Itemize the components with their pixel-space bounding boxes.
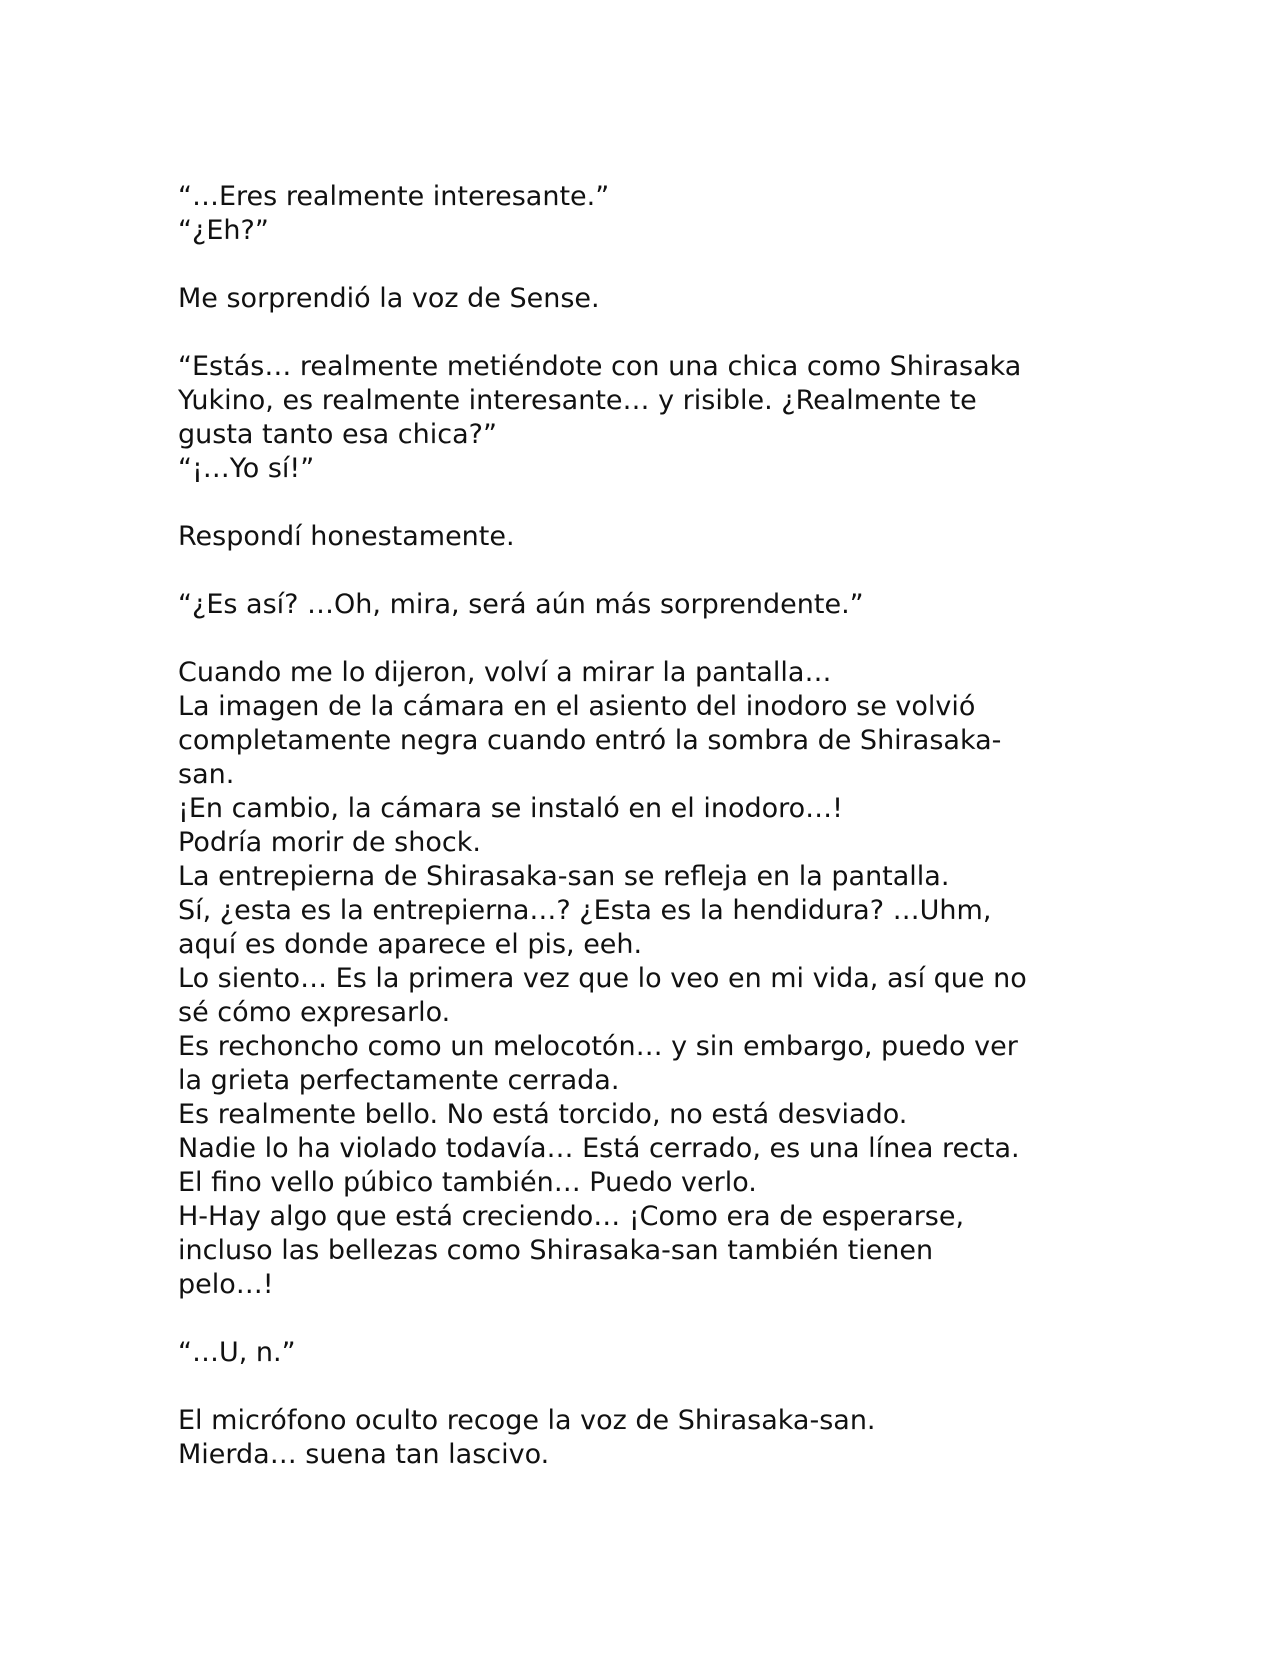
paragraph-spacer [178,486,1128,520]
text-line: Cuando me lo dijeron, volví a mirar la pantalla… [178,657,832,688]
text-line: Lo siento… Es la primera vez que lo veo en mi vida, así que no [178,963,1027,994]
text-line: Mierda… suena tan lascivo. [178,1439,550,1470]
text-line: Podría morir de shock. [178,827,481,858]
paragraph-spacer [178,248,1128,282]
text-line: Es rechoncho como un melocotón… y sin embargo, puedo ver [178,1031,1018,1062]
text-line: sé cómo expresarlo. [178,997,451,1028]
text-line: H-Hay algo que está creciendo… ¡Como era de esperarse, [178,1201,965,1232]
text-line: san. [178,759,235,790]
text-line: ¡En cambio, la cámara se instaló en el inodoro…! [178,793,844,824]
text-line: Sí, ¿esta es la entrepierna…? ¿Esta es la hendidura? …Uhm, [178,895,992,926]
text-line: Es realmente bello. No está torcido, no está desviado. [178,1099,908,1130]
paragraph-spacer [178,554,1128,588]
text-line: la grieta perfectamente cerrada. [178,1065,620,1096]
text-line: Respondí honestamente. [178,521,515,552]
text-line: gusta tanto esa chica?” [178,419,497,450]
text-line: Me sorprendió la voz de Sense. [178,283,600,314]
paragraph-spacer [178,1302,1128,1336]
text-line: completamente negra cuando entró la sombra de Shirasaka- [178,725,1002,756]
text-line: “…Eres realmente interesante.” [178,181,610,212]
text-line: incluso las bellezas como Shirasaka-san también tienen [178,1235,934,1266]
text-line: aquí es donde aparece el pis, eeh. [178,929,643,960]
document-page [178,180,1128,1472]
text-line: Yukino, es realmente interesante… y risible. ¿Realmente te [178,385,977,416]
text-line: El micrófono oculto recoge la voz de Shirasaka-san. [178,1405,876,1436]
paragraph-spacer [178,622,1128,656]
text-line: “¿Eh?” [178,215,269,246]
text-line: “¿Es así? …Oh, mira, será aún más sorprendente.” [178,589,864,620]
text-line: La imagen de la cámara en el asiento del inodoro se volvió [178,691,976,722]
text-line: El fino vello púbico también… Puedo verlo. [178,1167,757,1198]
paragraph-spacer [178,316,1128,350]
text-line: Nadie lo ha violado todavía… Está cerrado, es una línea recta. [178,1133,1020,1164]
text-line: pelo…! [178,1269,274,1300]
text-line: “¡…Yo sí!” [178,453,315,484]
paragraph-spacer [178,1370,1128,1404]
text-line: “…U, n.” [178,1337,296,1368]
text-line: “Estás… realmente metiéndote con una chica como Shirasaka [178,351,1022,382]
text-line: La entrepierna de Shirasaka-san se refleja en la pantalla. [178,861,950,892]
